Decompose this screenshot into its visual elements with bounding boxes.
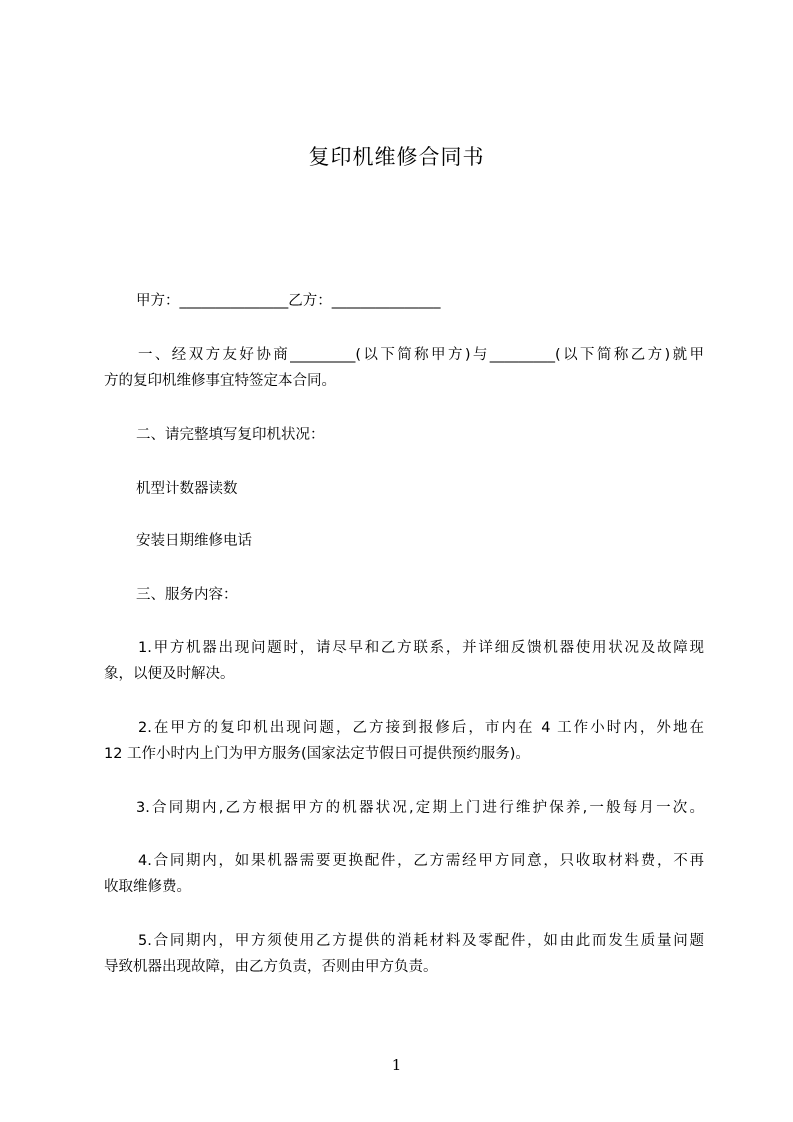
install-date-line: 安装日期维修电话 bbox=[136, 533, 252, 549]
document-title: 复印机维修合同书 bbox=[308, 145, 485, 169]
service-item-5-line-1: 5.合同期内，甲方须使用乙方提供的消耗材料及零配件，如由此而发生质量问题 bbox=[138, 933, 704, 949]
service-item-2-line-2: 12 工作小时内上门为甲方服务(国家法定节假日可提供预约服务)。 bbox=[104, 746, 530, 762]
clause-1-line-2: 方的复印机维修事宜特签定本合同。 bbox=[104, 373, 336, 389]
parties-line: 甲方：_______________乙方：_______________ bbox=[136, 293, 441, 309]
machine-model-line: 机型计数器读数 bbox=[136, 481, 238, 497]
clause-2-heading: 二、请完整填写复印机状况： bbox=[136, 427, 325, 443]
page-number: 1 bbox=[391, 1056, 402, 1074]
service-item-2 bbox=[104, 715, 704, 767]
service-item-3 bbox=[104, 795, 704, 821]
service-item-4-line-2: 收取维修费。 bbox=[104, 879, 191, 895]
service-item-4 bbox=[104, 848, 704, 900]
service-item-5 bbox=[104, 928, 704, 980]
service-item-1-line-1: 1.甲方机器出现问题时，请尽早和乙方联系，并详细反馈机器使用状况及故障现 bbox=[138, 640, 704, 656]
clause-1-line-1: 一、经双方友好协商_________(以下简称甲方)与_________(以下简称乙方)就甲 bbox=[138, 347, 704, 363]
service-item-3-line-1: 3.合同期内,乙方根据甲方的机器状况,定期上门进行维护保养,一般每月一次。 bbox=[136, 800, 704, 816]
service-item-1-line-2: 象，以便及时解决。 bbox=[104, 666, 235, 682]
service-item-1 bbox=[104, 635, 704, 687]
clause-3-heading: 三、服务内容： bbox=[136, 587, 238, 603]
service-item-2-line-1: 2.在甲方的复印机出现问题，乙方接到报修后，市内在 4 工作小时内，外地在 bbox=[138, 720, 704, 736]
service-item-5-line-2: 导致机器出现故障，由乙方负责，否则由甲方负责。 bbox=[104, 959, 438, 975]
service-item-4-line-1: 4.合同期内，如果机器需要更换配件，乙方需经甲方同意，只收取材料费，不再 bbox=[138, 853, 704, 869]
clause-1 bbox=[104, 342, 704, 394]
